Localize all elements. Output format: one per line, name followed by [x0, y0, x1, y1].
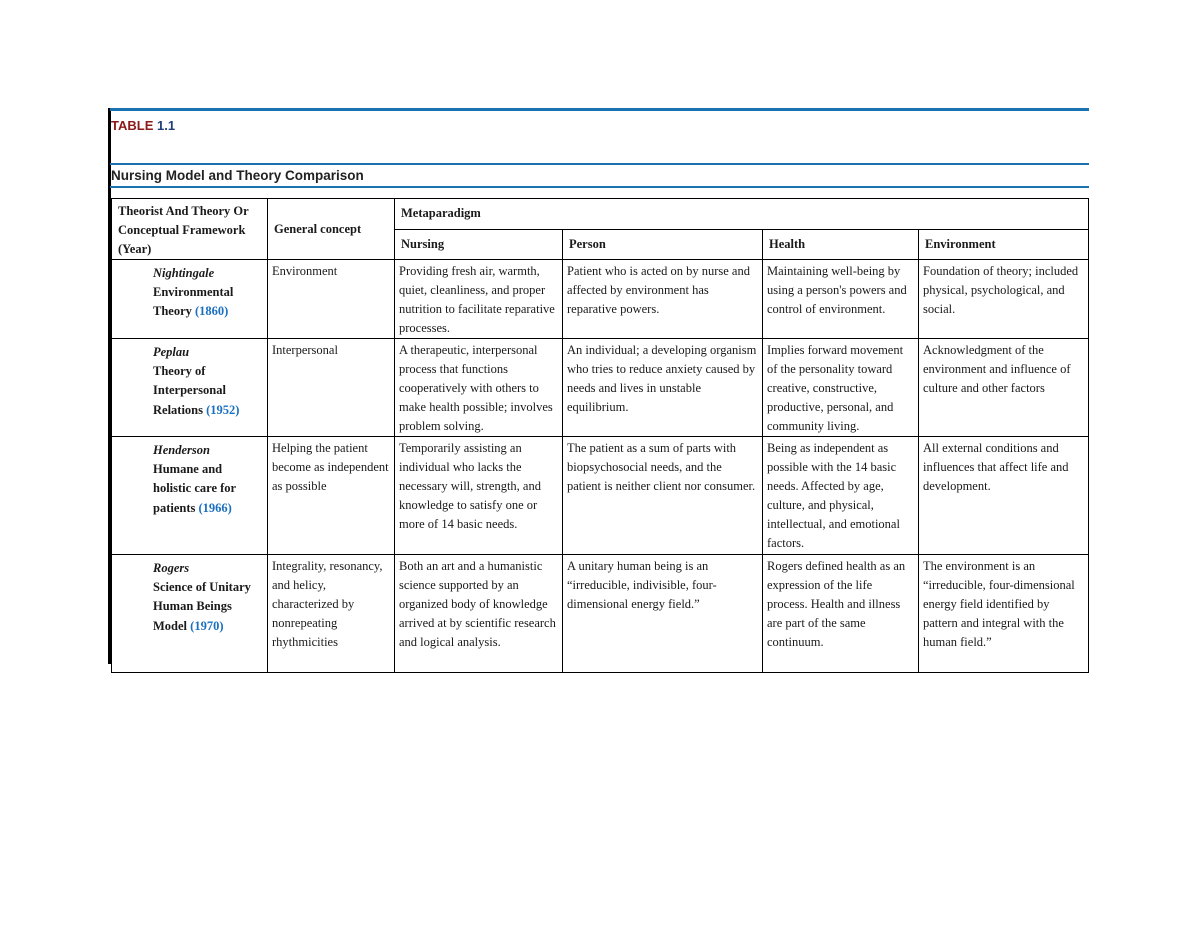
- person-cell: Patient who is acted on by nurse and affected by environment has reparative powers.: [563, 260, 763, 339]
- theorist-cell: [112, 260, 268, 339]
- theorist-name: Peplau: [153, 345, 190, 359]
- theorist-name: Henderson: [153, 443, 210, 457]
- theory-name: Theory of Interpersonal Relations: [153, 364, 226, 417]
- person-cell: The patient as a sum of parts with biopsychosocial needs, and the patient is neither client nor consumer.: [563, 437, 763, 555]
- health-cell: Rogers defined health as an expression of the life process. Health and illness are part of the same continuum.: [763, 555, 919, 673]
- general-concept-cell: Integrality, resonancy, and helicy, characterized by nonrepeating rhythmicities: [268, 555, 395, 673]
- nursing-cell: A therapeutic, interpersonal process that functions cooperatively with others to make health possible; involves problem solving.: [395, 339, 563, 437]
- comparison-table: [111, 198, 1089, 673]
- environment-cell: The environment is an “irreducible, four-dimensional energy field identified by pattern and integral with the human field.”: [919, 555, 1089, 673]
- header-environment: Environment: [919, 229, 1089, 260]
- health-cell: Implies forward movement of the personality toward creative, constructive, productive, personal, and community living.: [763, 339, 919, 437]
- header-metaparadigm: Metaparadigm: [395, 199, 1089, 230]
- environment-cell: All external conditions and influences that affect life and development.: [919, 437, 1089, 555]
- theorist-cell: [112, 437, 268, 555]
- table-row: [112, 437, 1089, 555]
- theorist-cell: [112, 555, 268, 673]
- person-cell: A unitary human being is an “irreducible, indivisible, four-dimensional energy field.”: [563, 555, 763, 673]
- theory-year: (1952): [206, 402, 240, 417]
- theory-name: Science of Unitary Human Beings Model: [153, 580, 251, 633]
- general-concept-cell: Interpersonal: [268, 339, 395, 437]
- theory-name: Environmental Theory: [153, 285, 234, 319]
- table-label-prefix: TABLE: [111, 118, 154, 133]
- health-cell: Being as independent as possible with the 14 basic needs. Affected by age, culture, and physical, intellectual, and emotional factors.: [763, 437, 919, 555]
- header-theorist: Theorist And Theory Or Conceptual Framework (Year): [112, 199, 268, 260]
- environment-cell: Foundation of theory; included physical, psychological, and social.: [919, 260, 1089, 339]
- table-row: [112, 555, 1089, 673]
- title-rule-top: [110, 163, 1089, 165]
- general-concept-cell: Environment: [268, 260, 395, 339]
- theory-year: (1970): [190, 618, 224, 633]
- theory-year: (1966): [198, 500, 232, 515]
- nursing-cell: Providing fresh air, warmth, quiet, cleanliness, and proper nutrition to facilitate reparative processes.: [395, 260, 563, 339]
- header-nursing: Nursing: [395, 229, 563, 260]
- header-general-concept: General concept: [268, 199, 395, 260]
- header-person: Person: [563, 229, 763, 260]
- table-row: [112, 339, 1089, 437]
- table-row: [112, 260, 1089, 339]
- theory-year: (1860): [195, 304, 229, 319]
- environment-cell: Acknowledgment of the environment and influence of culture and other factors: [919, 339, 1089, 437]
- theory-name: Humane and holistic care for patients: [153, 462, 236, 515]
- table-title: Nursing Model and Theory Comparison: [111, 168, 364, 183]
- health-cell: Maintaining well-being by using a person's powers and control of environment.: [763, 260, 919, 339]
- theorist-name: Nightingale: [153, 266, 215, 280]
- table-label-number: 1.1: [157, 118, 176, 133]
- table-label: [111, 118, 175, 133]
- general-concept-cell: Helping the patient become as independent as possible: [268, 437, 395, 555]
- person-cell: An individual; a developing organism who tries to reduce anxiety caused by needs and lives in unstable equilibrium.: [563, 339, 763, 437]
- theorist-cell: [112, 339, 268, 437]
- header-health: Health: [763, 229, 919, 260]
- title-rule-bottom: [110, 186, 1089, 188]
- nursing-cell: Temporarily assisting an individual who lacks the necessary will, strength, and knowledge to satisfy one or more of 14 basic needs.: [395, 437, 563, 555]
- nursing-cell: Both an art and a humanistic science supported by an organized body of knowledge arrived at by scientific research and logical analysis.: [395, 555, 563, 673]
- theorist-name: Rogers: [153, 561, 190, 575]
- top-rule: [110, 108, 1089, 111]
